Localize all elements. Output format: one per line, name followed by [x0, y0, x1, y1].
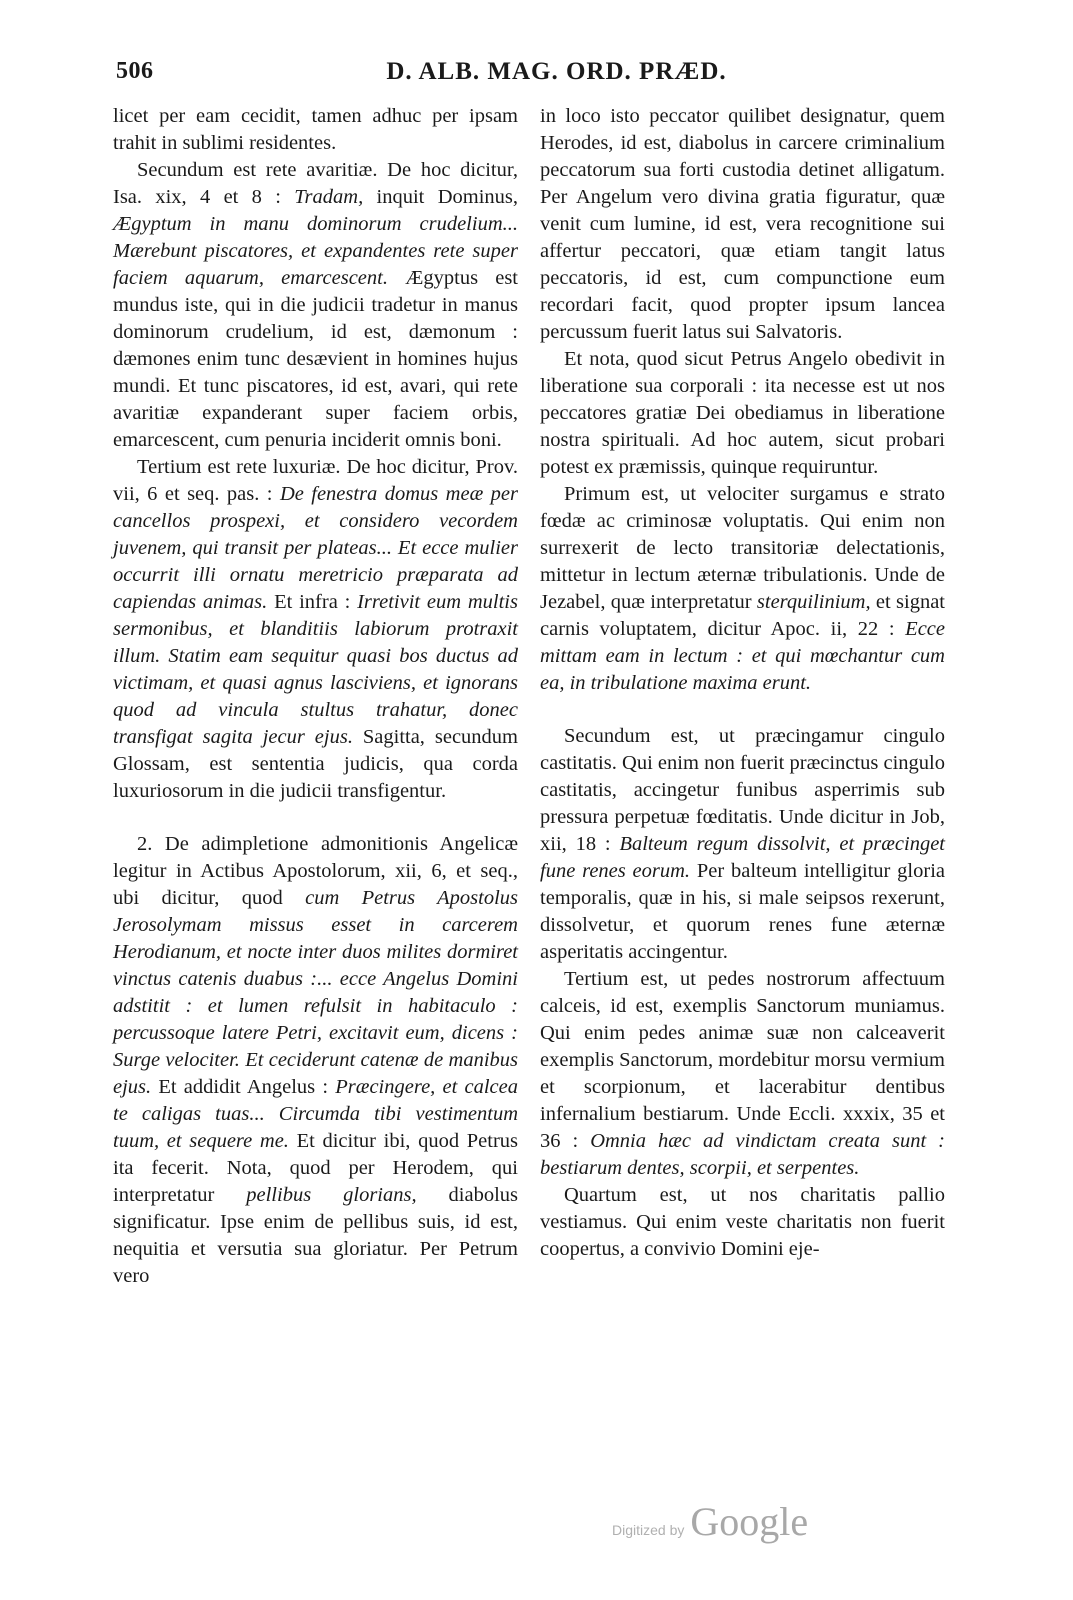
digitized-by-watermark	[612, 1498, 808, 1545]
italic-quotation: Omnia hæc ad vindictam creata sunt : bestiarum dentes, scorpii, et serpentes.	[540, 1130, 945, 1179]
italic-quotation: Balteum regum dissolvit, et præcinget fune renes eorum.	[540, 833, 945, 882]
text-run: Secundum est rete avaritiæ. De hoc dicitur, Isa. xix, 4 et 8 :	[113, 159, 518, 208]
italic-quotation: Ecce mittam eam in lectum : et qui mœchantur cum ea, in tribulatione maxima erunt.	[540, 618, 945, 694]
text-run: Tertium est, ut pedes nostrorum affectuum calceis, id est, exemplis Sanctorum muniamus. Qui enim pedes animæ suæ non calceaverit exemplis Sanctorum, mordebitur morsu vermium et scorpionum, et lacerabitur dentibus infernalium bestiarum. Unde Eccli. xxxix, 35 et 36 :	[540, 968, 945, 1152]
digitized-by-label: Digitized by	[612, 1522, 685, 1538]
text-run: diabolus significatur. Ipse enim de pellibus suis, id est, nequitia et versutia sua gloriatur. Per Petrum vero	[113, 1184, 519, 1287]
text-run: et signat carnis voluptatem, dicitur Apoc. ii, 22 :	[540, 591, 945, 640]
paragraph	[113, 103, 518, 157]
text-run: Sagitta, secundum Glossam, est sententia judicis, qua corda luxuriosorum in die judicii transfigentur.	[113, 726, 518, 802]
running-head: D. ALB. MAG. ORD. PRÆD.	[386, 58, 727, 85]
paragraph	[540, 966, 945, 1182]
paragraph	[540, 481, 945, 697]
google-logo: Google	[690, 1499, 809, 1544]
italic-quotation: Præcingere, et calcea te caligas tuas... Circumda tibi vestimentum tuum, et sequere me.	[113, 1076, 519, 1152]
text-run: in loco isto peccator quilibet designatur, quem Herodes, id est, diabolus in carcere criminalium peccatorum sua forti custodia detinet alligatum. Per Angelum vero divina gratia figuratur, quæ venit cum lumine, id est, vera recognitione sui affertur peccatori, quæ etiam tangit latus peccatoris, id est, cum compunctione eum recordari facit, quod propter ipsum lancea percussum fuerit latus sui Salvatoris.	[540, 105, 945, 343]
italic-quotation: sterquilinium,	[756, 591, 871, 613]
text-run: 2. De adimpletione admonitionis Angelicæ legitur in Actibus Apostolorum, xii, 6, et seq., ubi dicitur, quod	[113, 833, 518, 909]
text-run: Et nota, quod sicut Petrus Angelo obedivit in liberatione sua corporali : ita necesse est ut nos peccatores gratiæ Dei obediamus in liberatione nostra spirituali. Ad hoc autem, sicut probari potest ex præmissis, quinque requiruntur.	[540, 348, 945, 478]
paragraph	[113, 831, 518, 1290]
text-run: licet per eam cecidit, tamen adhuc per ipsam trahit in sublimi residentes.	[113, 105, 518, 154]
paragraph	[540, 103, 945, 346]
italic-quotation: cum Petrus Apostolus Jerosolymam missus esset in carcerem Herodianum, et nocte inter duos milites dormiret vinctus catenis duabus :... ecce Angelus Domini adstitit : et lumen refulsit in habitaculo : percussoque latere Petri, excitavit eum, dicens : Surge velociter. Et ceciderunt catenæ de manibus ejus.	[113, 887, 518, 1098]
page-number: 506	[116, 58, 154, 84]
italic-quotation: pellibus glorians,	[246, 1184, 417, 1206]
paragraph	[540, 723, 945, 966]
italic-quotation: Ægyptum in manu dominorum crudelium... Mærebunt piscatores, et expandentes rete super faciem aquarum, emarcescent.	[113, 213, 518, 289]
text-run: Ægyptus est mundus iste, qui in die judicii tradetur in manus dominorum crudelium, id est, dæmonum : dæmones enim tunc desævient in homines hujus mundi. Et tunc piscatores, id est, avari, qui rete avaritiæ expanderant super faciem orbis, emarcescent, cum penuria inciderit omnis boni.	[113, 267, 518, 451]
text-run: Per balteum intelligitur gloria temporalis, quæ in his, si male seipsos rexerunt, dissolvetur, et quorum renes fune æternæ asperitatis accingentur.	[540, 860, 945, 963]
text-run: Et addidit Angelus :	[151, 1076, 336, 1098]
text-run: Et infra :	[267, 591, 358, 613]
text-run: Quartum est, ut nos charitatis pallio vestiamus. Qui enim veste charitatis non fuerit coopertus, a convivio Domini eje-	[540, 1184, 945, 1260]
text-run: Secundum est, ut præcingamur cingulo castitatis. Qui enim non fuerit præcinctus cingulo castitatis, accingetur funibus asperrimis sub pressura perpetuæ fœditatis. Unde dicitur in Job, xii, 18 :	[540, 725, 945, 855]
paragraph	[540, 346, 945, 481]
text-run: inquit Dominus,	[363, 186, 518, 208]
left-column	[113, 103, 518, 1290]
paragraph	[113, 454, 518, 805]
text-run: Primum est, ut velociter surgamus e strato fœdæ ac criminosæ voluptatis. Qui enim non surrexerit de lecto transitoriæ delectationis, mittetur in lectum æternæ tribulationis. Unde de Jezabel, quæ interpretatur	[540, 483, 945, 613]
paragraph	[113, 157, 518, 454]
text-run: Et dicitur ibi, quod Petrus ita fecerit. Nota, quod per Herodem, qui interpretatur	[113, 1130, 518, 1206]
italic-quotation: Tradam,	[294, 186, 364, 208]
italic-quotation: Irretivit eum multis sermonibus, et blanditiis labiorum protraxit illum. Statim eam sequitur quasi bos ductus ad victimam, et quasi agnus lasciviens, et ignorans quod ad vincula stultus trahatur, donec transfigat sagita jecur ejus.	[113, 591, 518, 748]
paragraph	[540, 1182, 945, 1263]
text-run: Tertium est rete luxuriæ. De hoc dicitur, Prov. vii, 6 et seq. pas. :	[113, 456, 518, 505]
italic-quotation: De fenestra domus meæ per cancellos prospexi, et considero vecordem juvenem, qui transit per plateas... Et ecce mulier occurrit illi ornatu meretricio præparata ad capiendas animas.	[113, 483, 518, 613]
right-column	[540, 103, 945, 1263]
